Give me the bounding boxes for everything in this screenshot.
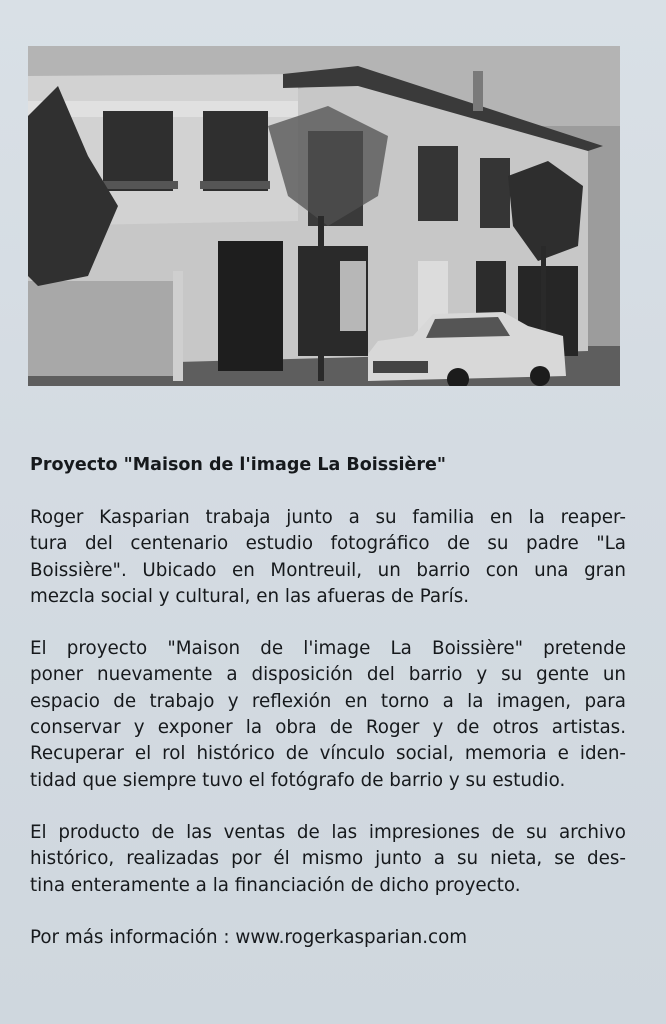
article-text xyxy=(30,452,626,951)
text-line: mezcla social y cultural, en las afueras de París. xyxy=(30,585,470,607)
text-line: tidad que siempre tuvo el fotógrafo de barrio y su estudio. xyxy=(30,769,566,791)
text-line: tura del centenario estudio fotográfico de su padre "La xyxy=(30,533,626,555)
paragraph-funding xyxy=(30,820,626,899)
text-line: Recuperar el rol histórico de vínculo social, memoria e iden- xyxy=(30,743,626,765)
photo-illustration xyxy=(28,46,620,386)
paragraph-project xyxy=(30,636,626,794)
text-line: poner nuevamente a disposición del barrio y su gente un xyxy=(30,664,626,686)
text-line: conservar y exponer la obra de Roger y de otros artistas. xyxy=(30,717,626,739)
paragraph-intro xyxy=(30,505,626,610)
text-line: El producto de las ventas de las impresiones de su archivo xyxy=(30,821,626,843)
article-title: Proyecto "Maison de l'image La Boissière" xyxy=(30,455,447,475)
more-info-website: Por más información : www.rogerkasparian.com xyxy=(30,926,468,948)
text-line: tina enteramente a la financiación de dicho proyecto. xyxy=(30,874,521,896)
text-line: histórico, realizadas por él mismo junto a su nieta, se des- xyxy=(30,848,626,870)
text-line: El proyecto "Maison de l'image La Boissière" pretende xyxy=(30,638,626,660)
text-line: Boissière". Ubicado en Montreuil, un barrio con una gran xyxy=(30,559,626,581)
text-line: espacio de trabajo y reflexión en torno a la imagen, para xyxy=(30,690,626,712)
text-line: Roger Kasparian trabaja junto a su familia en la reaper- xyxy=(30,507,626,528)
black-and-white-street-photo xyxy=(28,46,620,386)
